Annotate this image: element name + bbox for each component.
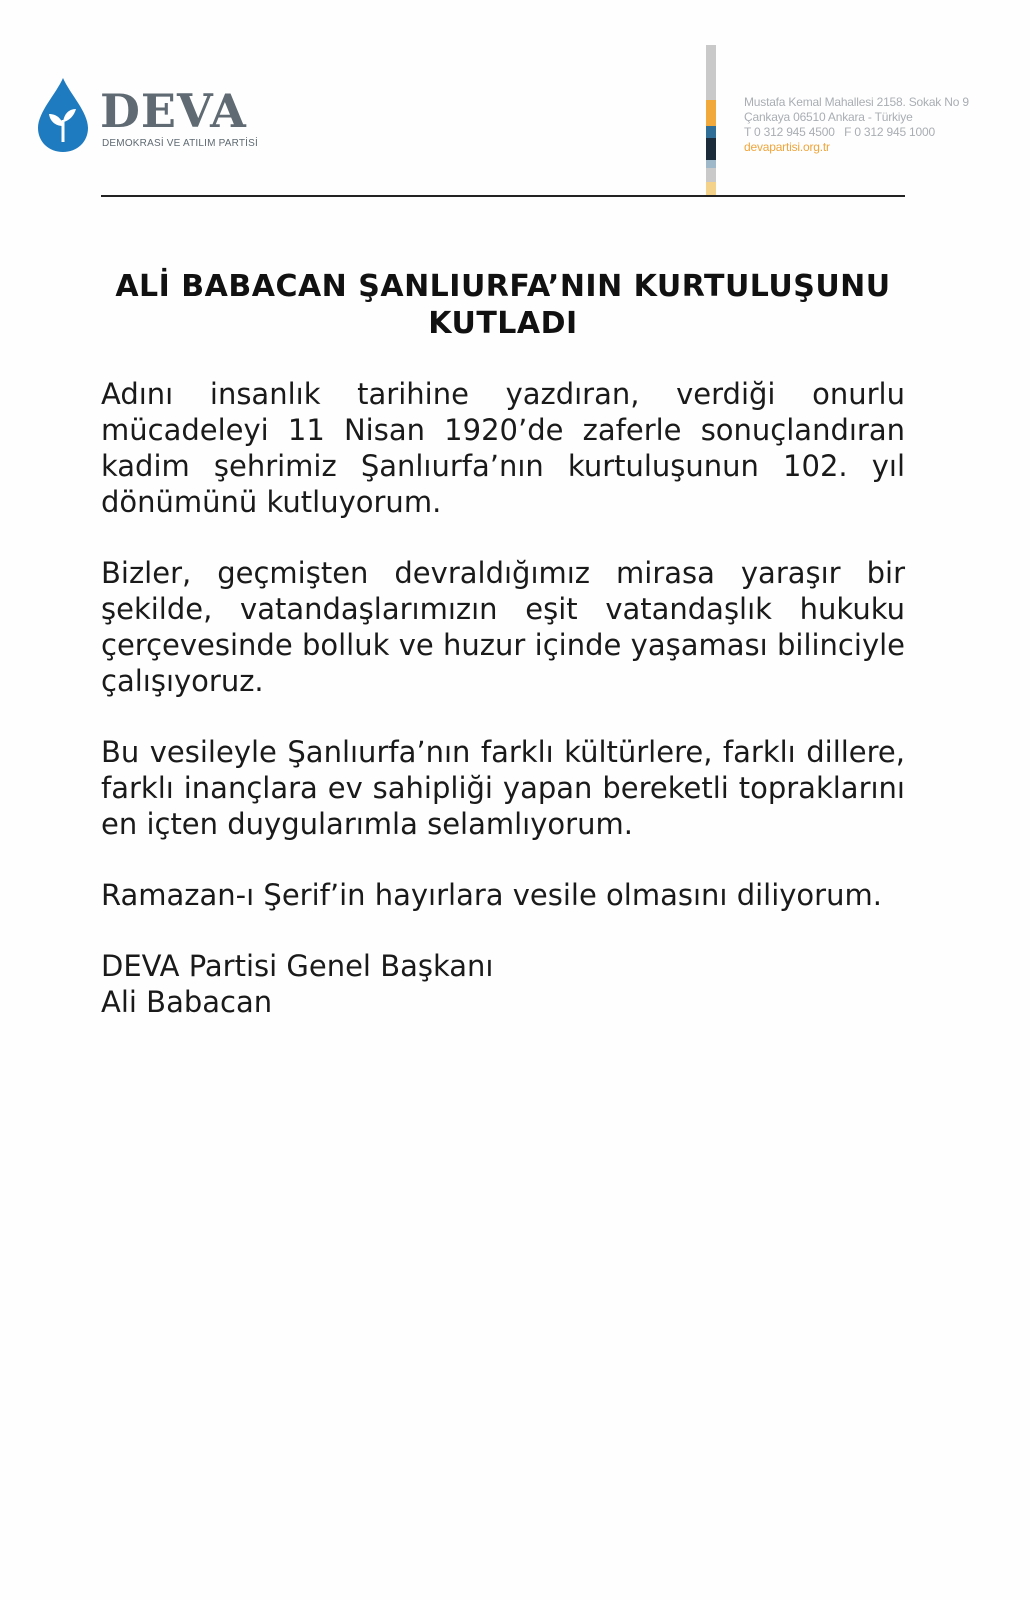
address-line: Mustafa Kemal Mahallesi 2158. Sokak No 9 xyxy=(744,95,969,109)
address-line: Çankaya 06510 Ankara - Türkiye xyxy=(744,110,913,124)
logo-wordmark: DEVA xyxy=(100,84,247,138)
logo-subtitle: DEMOKRASİ VE ATILIM PARTİSİ xyxy=(102,138,258,149)
address-block xyxy=(744,95,969,155)
brand-color-bar xyxy=(706,45,716,195)
press-release-body xyxy=(101,376,905,1020)
website-link[interactable]: devapartisi.org.tr xyxy=(744,140,830,154)
paragraph: Ramazan-ı Şerif’in hayırlara vesile olmasını diliyorum. xyxy=(101,878,882,912)
header-divider xyxy=(101,195,905,197)
signature-name: Ali Babacan xyxy=(101,985,273,1019)
letterhead xyxy=(0,0,1030,200)
paragraph: Adını insanlık tarihine yazdıran, verdiği onurlu mücadeleyi 11 Nisan 1920’de zaferle sonuçlandıran kadim şehrimiz Şanlıurfa’nın kurtuluşunun 102. yıl dönümünü kutluyorum. xyxy=(101,377,905,519)
water-drop-logo-icon xyxy=(36,76,90,154)
paragraph: Bu vesileyle Şanlıurfa’nın farklı kültürlere, farklı dillere, farklı inançlara ev sahipliği yapan bereketli topraklarını en içten duygularımla selamlıyorum. xyxy=(101,735,905,841)
paragraph: Bizler, geçmişten devraldığımız mirasa yaraşır bir şekilde, vatandaşlarımızın eşit vatandaşlık hukuku çerçevesinde bolluk ve huzur içinde yaşaması bilinciyle çalışıyoruz. xyxy=(101,556,905,698)
press-release-title: ALİ BABACAN ŞANLIURFA’NIN KURTULUŞUNU KUTLADI xyxy=(115,269,891,341)
signature-title: DEVA Partisi Genel Başkanı xyxy=(101,949,494,983)
phone-line: T 0 312 945 4500 F 0 312 945 1000 xyxy=(744,125,935,139)
